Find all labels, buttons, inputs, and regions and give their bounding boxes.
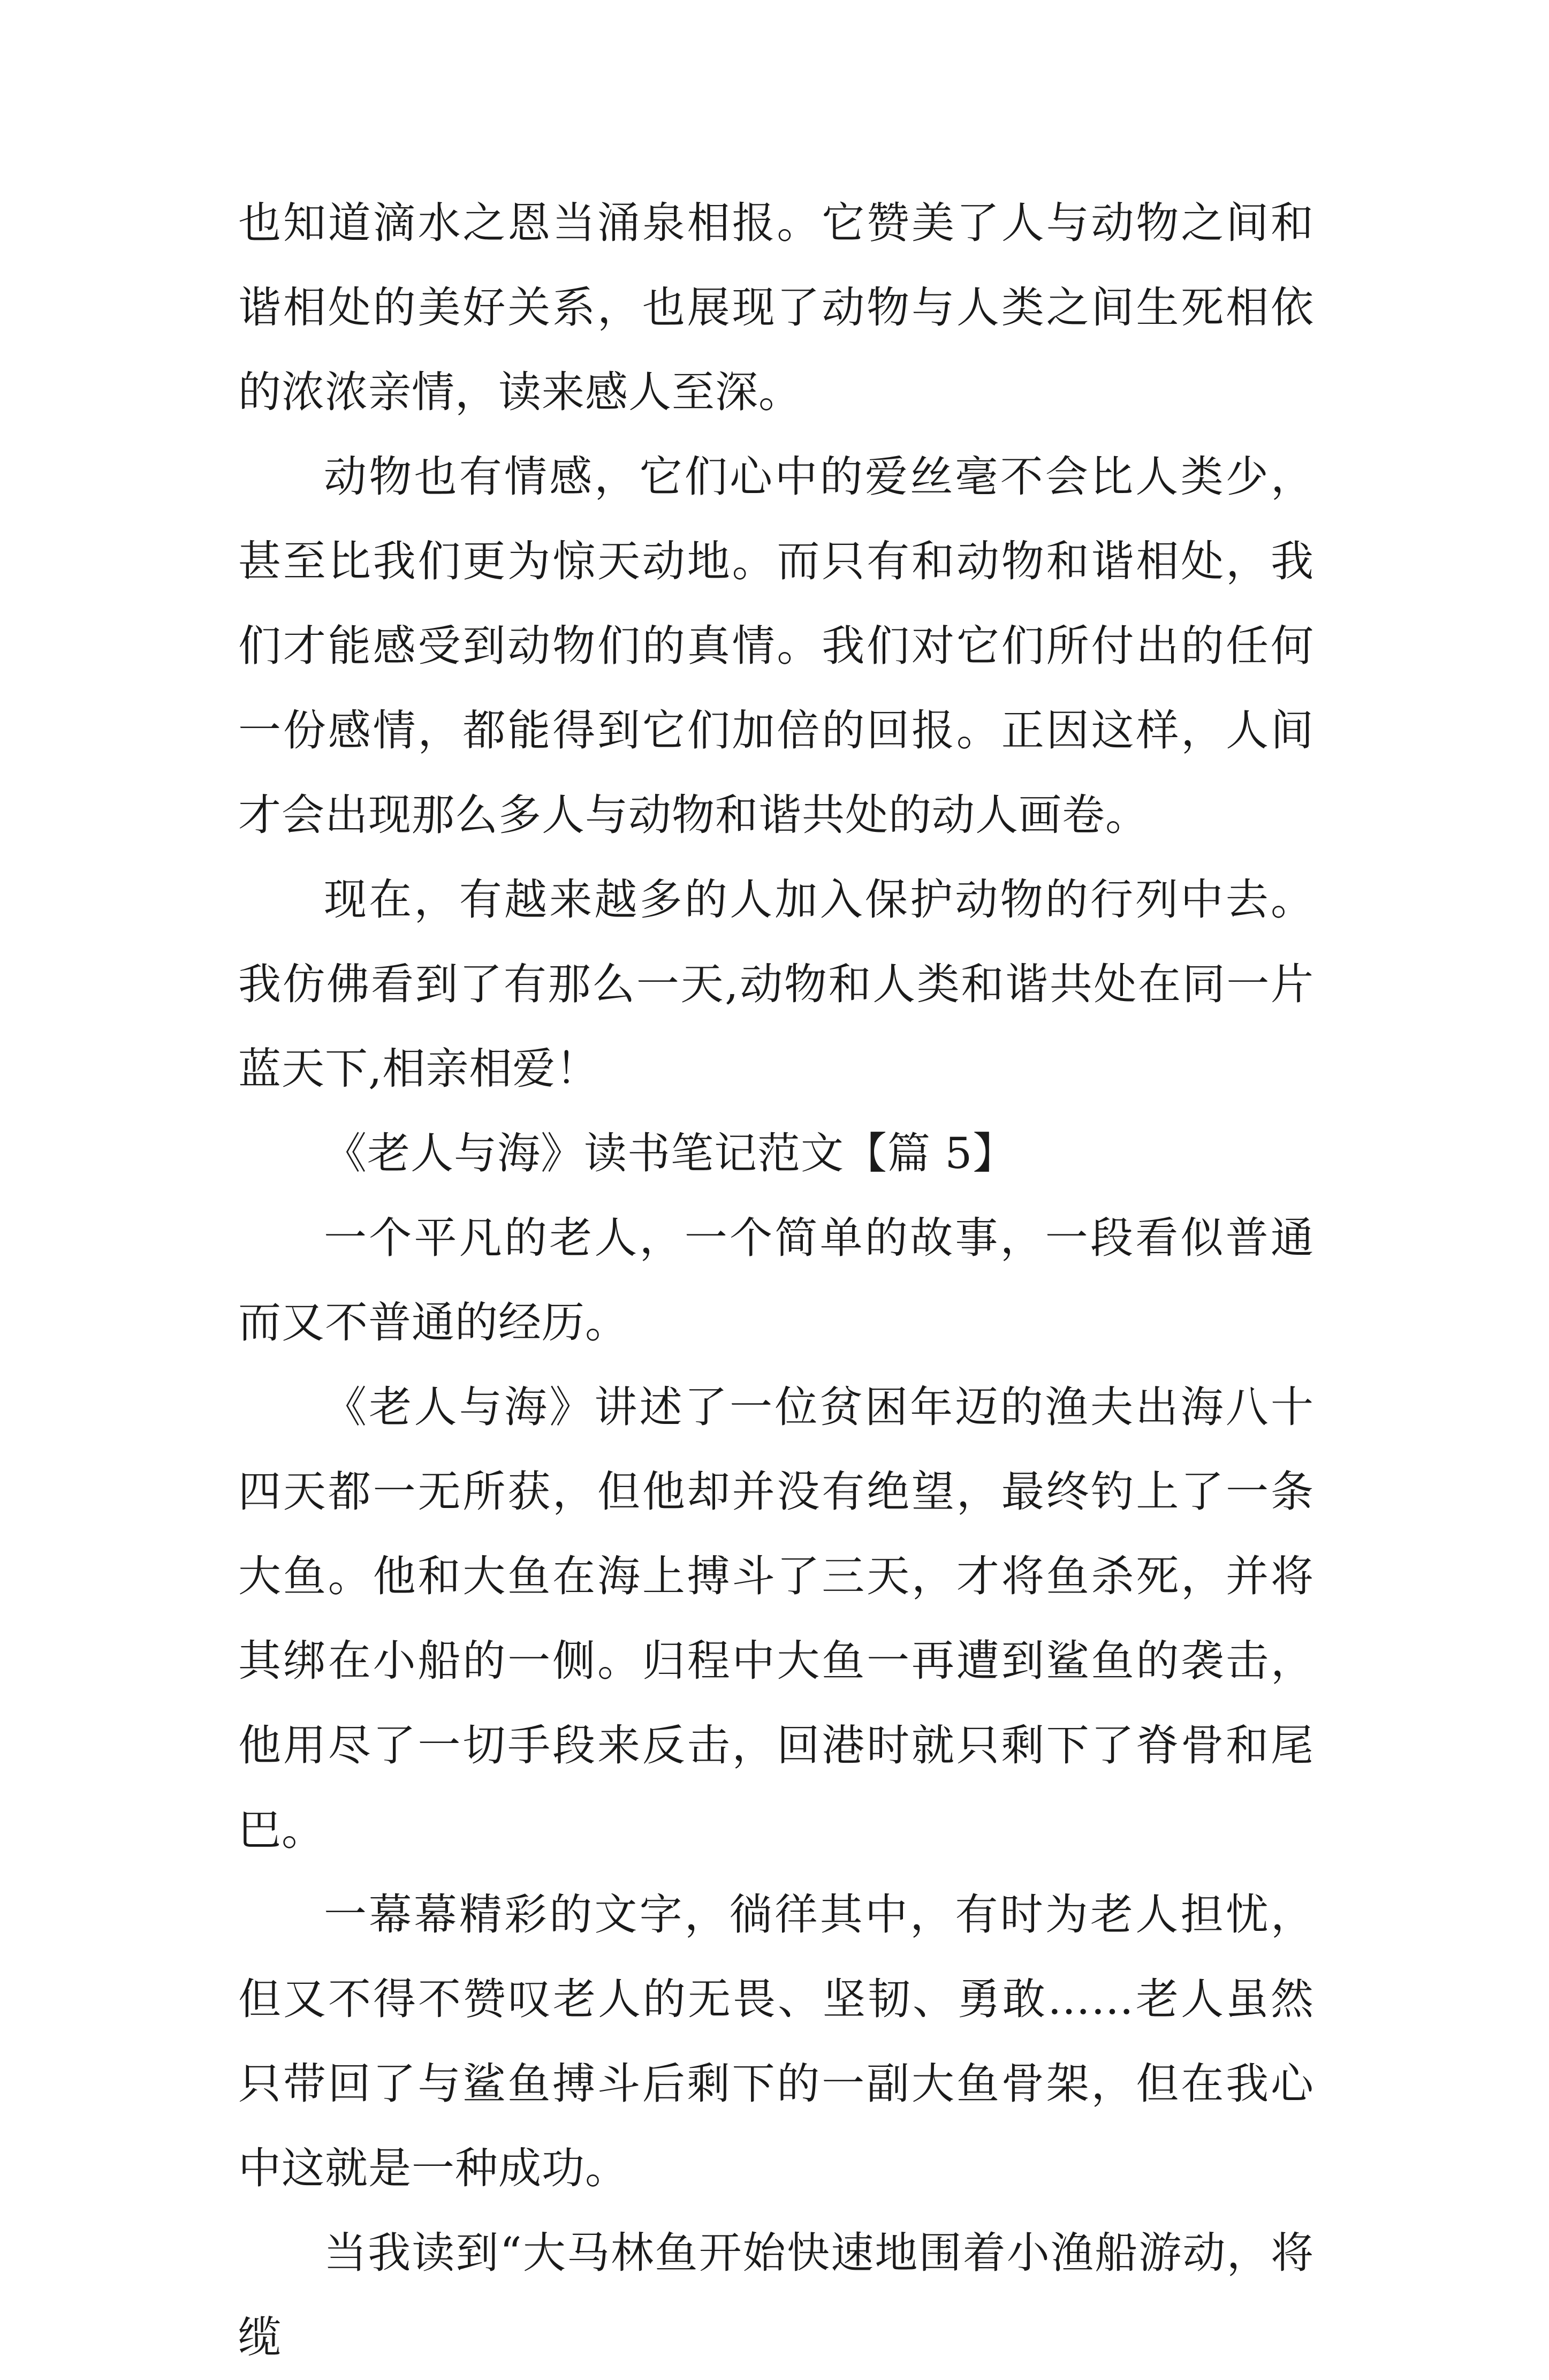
paragraph-2: 动物也有情感，它们心中的爱丝毫不会比人类少，甚至比我们更为惊天动地。而只有和动物和谐相处，我们才能感受到动物们的真情。我们对它们所付出的任何一份感情，都能得到它们加倍的回报。正因这样，人间才会出现那么多人与动物和谐共处的动人画卷。	[238, 452, 1314, 840]
paragraph-3: 现在，有越来越多的人加入保护动物的行列中去。我仿佛看到了有那么一天,动物和人类和谐共处在同一片蓝天下,相亲相爱！	[238, 875, 1314, 1094]
paragraph-5: 《老人与海》讲述了一位贫困年迈的渔夫出海八十四天都一无所获，但他却并没有绝望，最终钓上了一条大鱼。他和大鱼在海上搏斗了三天，才将鱼杀死，并将其绑在小船的一侧。归程中大鱼一再遭到鲨鱼的袭击，他用尽了一切手段来反击，回港时就只剩下了脊骨和尾巴。	[238, 1382, 1314, 1855]
paragraph-4: 一个平凡的老人，一个简单的故事，一段看似普通而又不普通的经历。	[238, 1213, 1314, 1347]
paragraph-7: 当我读到“大马林鱼开始快速地围着小渔船游动，将缆	[238, 2228, 1314, 2362]
section-heading: 《老人与海》读书笔记范文【篇 5】	[324, 1128, 1016, 1178]
document-body	[238, 181, 1314, 2380]
paragraph-1: 也知道滴水之恩当涌泉相报。它赞美了人与动物之间和谐相处的美好关系，也展现了动物与人类之间生死相依的浓浓亲情，读来感人至深。	[238, 198, 1314, 417]
paragraph-6: 一幕幕精彩的文字，徜徉其中，有时为老人担忧，但又不得不赞叹老人的无畏、坚韧、勇敢……老人虽然只带回了与鲨鱼搏斗后剩下的一副大鱼骨架，但在我心中这就是一种成功。	[238, 1890, 1314, 2193]
